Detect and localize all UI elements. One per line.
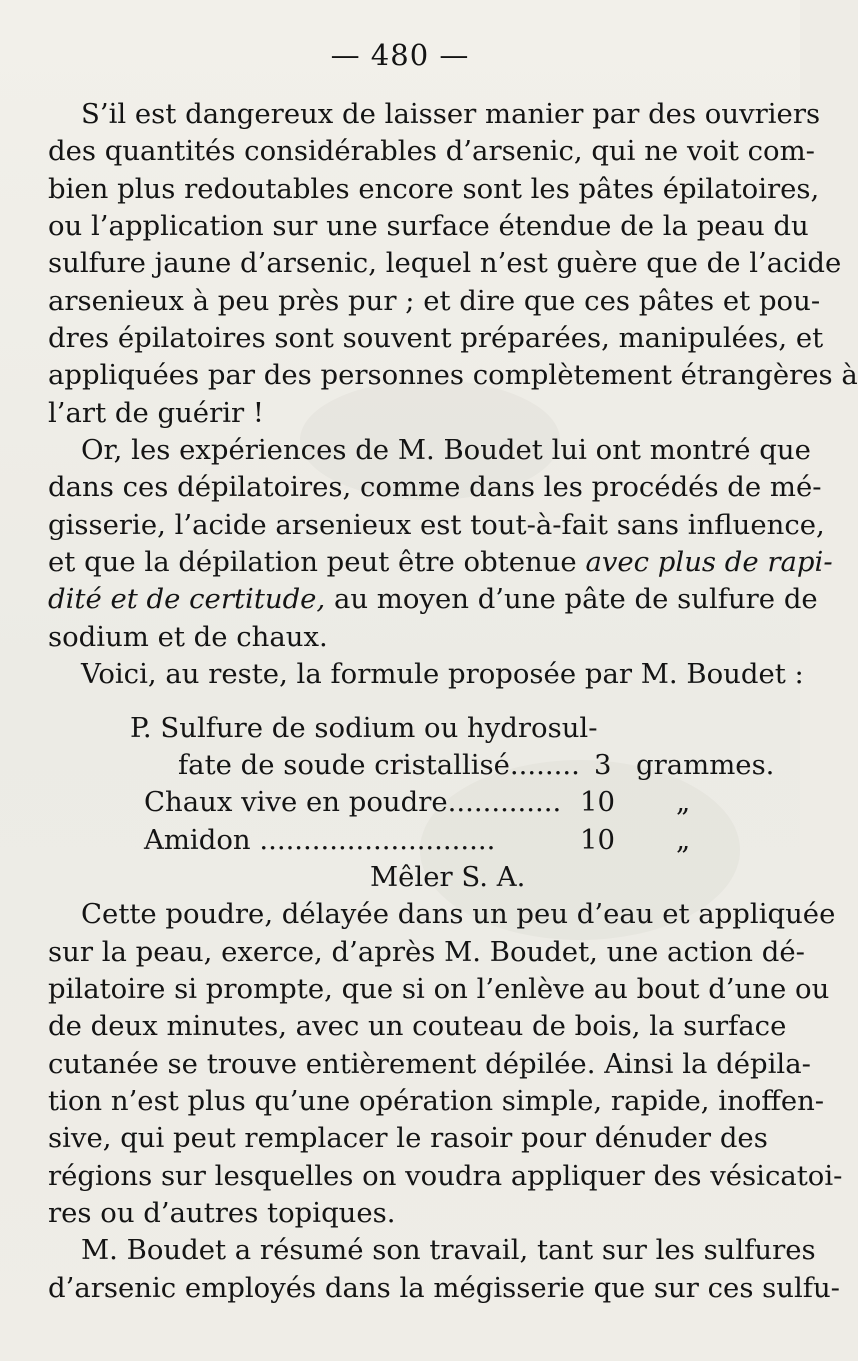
italic-text: dité et de certitude, [48,583,326,616]
ingredient-name: P. Sulfure de sodium ou hydrosul- [130,711,598,744]
formula-row [48,747,775,784]
text-line: sodium et de chaux. [48,620,328,653]
text-line: gisserie, l’acide arsenieux est tout-à-fait sans influence, [48,508,825,541]
text-line [48,544,833,581]
ingredient-quantity: 10 [580,823,615,856]
ditto-mark: „ [676,823,691,856]
ingredient-name: fate de soude cristallisé........ [178,748,580,781]
formula-row [48,710,756,747]
text-line: M. Boudet a résumé son travail, tant sur les sulfures [81,1234,816,1267]
text-line: tion n’est plus qu’une opération simple, rapide, inoffen- [48,1084,825,1117]
formula-block [48,710,775,897]
text-line: Or, les expériences de M. Boudet lui ont montré que [81,434,811,467]
text-line: d’arsenic employés dans la mégisserie que sur ces sulfu- [48,1271,840,1304]
text-line: sur la peau, exerce, d’après M. Boudet, une action dé- [48,935,805,968]
text-line: de deux minutes, avec un couteau de bois, la surface [48,1010,787,1043]
italic-text: avec plus de rapi- [585,546,833,579]
page-body [48,96,858,1307]
ingredient-quantity: 10 [580,786,615,819]
text-span: et que la dépilation peut être obtenue [48,546,586,579]
text-line: des quantités considérables d’arsenic, qui ne voit com- [48,135,815,168]
ingredient-quantity: 3 [594,748,612,781]
ingredient-unit: grammes. [636,748,775,781]
formula-instruction: Mêler S. A. [370,860,526,893]
ingredient-name: Chaux vive en poudre............. [144,786,562,819]
page-number: — 480 — [330,38,470,72]
paragraph-2 [48,432,833,656]
paragraph-4 [48,896,843,1232]
text-line: sulfure jaune d’arsenic, lequel n’est guère que de l’acide [48,247,842,280]
formula-row [48,784,756,821]
text-line: appliquées par des personnes complètement étrangères à [48,359,858,392]
formula-row [48,859,756,896]
text-line [48,581,818,618]
text-line: bien plus redoutables encore sont les pâtes épilatoires, [48,172,820,205]
text-line: res ou d’autres topiques. [48,1196,396,1229]
ingredient-name: Amidon ........................... [144,823,496,856]
paragraph-1 [48,96,858,432]
text-line: pilatoire si prompte, que si on l’enlève au bout d’une ou [48,972,830,1005]
text-line: ou l’application sur une surface étendue de la peau du [48,210,809,243]
ditto-mark: „ [676,786,691,819]
text-line: régions sur lesquelles on voudra appliquer des vésicatoi- [48,1159,843,1192]
text-span: au moyen d’une pâte de sulfure de [325,583,818,616]
text-line: sive, qui peut remplacer le rasoir pour dénuder des [48,1122,768,1155]
paragraph-3: Voici, au reste, la formule proposée par M. Boudet : [81,658,804,691]
text-line: l’art de guérir ! [48,396,264,429]
text-line: dres épilatoires sont souvent préparées, manipulées, et [48,322,824,355]
text-line: Cette poudre, délayée dans un peu d’eau et appliquée [81,898,836,931]
text-line: dans ces dépilatoires, comme dans les procédés de mé- [48,471,822,504]
paragraph-5 [48,1232,840,1307]
formula-row [48,822,756,859]
text-line: arsenieux à peu près pur ; et dire que ces pâtes et pou- [48,284,821,317]
text-line: cutanée se trouve entièrement dépilée. Ainsi la dépila- [48,1047,811,1080]
text-line: S’il est dangereux de laisser manier par des ouvriers [81,98,821,130]
